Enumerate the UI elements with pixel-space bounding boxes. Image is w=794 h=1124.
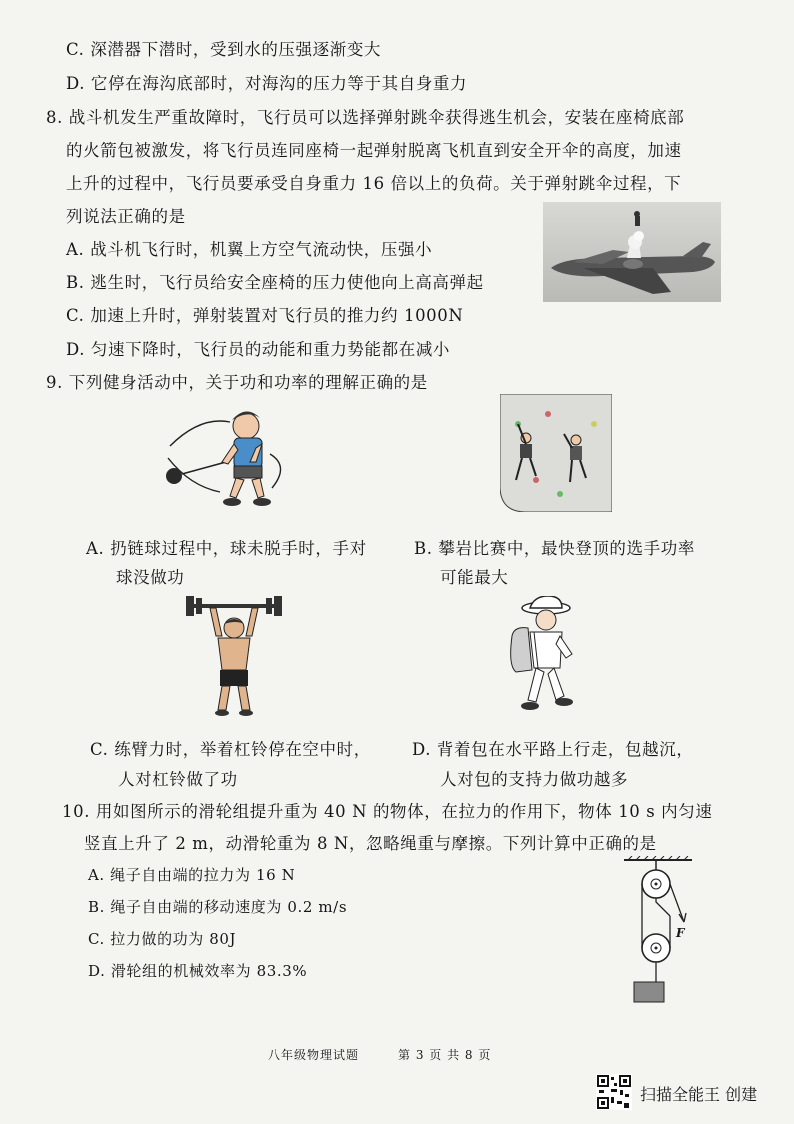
qr-code-icon xyxy=(596,1074,632,1110)
q8-option-a: A. 战斗机飞行时，机翼上方空气流动快，压强小 xyxy=(66,240,433,259)
q8-stem-line-1: 8. 战斗机发生严重故障时，飞行员可以选择弹射跳伞获得逃生机会，安装在座椅底部 xyxy=(46,108,685,127)
q9-stem: 9. 下列健身活动中，关于功和功率的理解正确的是 xyxy=(46,373,428,392)
q10-option-c: C. 拉力做的功为 80J xyxy=(88,930,237,948)
q10-option-a: A. 绳子自由端的拉力为 16 N xyxy=(88,866,296,884)
weightlifter-figure xyxy=(182,596,286,718)
q8-stem-line-3: 上升的过程中，飞行员要承受自身重力 16 倍以上的负荷。关于弹射跳伞过程，下 xyxy=(66,174,682,193)
q7-option-c: C. 深潜器下潜时，受到水的压强逐渐变大 xyxy=(66,40,382,59)
q9-option-b-line-2: 可能最大 xyxy=(440,568,509,587)
q8-option-b: B. 逃生时，飞行员给安全座椅的压力使他向上高高弹起 xyxy=(66,273,484,292)
q9-option-d-line-2: 人对包的支持力做功越多 xyxy=(440,770,629,789)
q10-stem-line-1: 10. 用如图所示的滑轮组提升重为 40 N 的物体，在拉力的作用下，物体 10 s 内匀速 xyxy=(62,802,713,821)
q9-option-d-line-1: D. 背着包在水平路上行走，包越沉， xyxy=(412,740,694,759)
q10-stem-line-2: 竖直上升了 2 m，动滑轮重为 8 N，忽略绳重与摩擦。下列计算中正确的是 xyxy=(84,834,657,853)
rock-climbing-figure xyxy=(500,394,612,512)
pulley-system-diagram xyxy=(616,856,702,1006)
q9-option-a-line-2: 球没做功 xyxy=(116,568,185,587)
q9-option-c-line-1: C. 练臂力时，举着杠铃停在空中时， xyxy=(90,740,371,759)
ejection-photo xyxy=(543,202,721,302)
scanner-watermark: 扫描全能王 创建 xyxy=(640,1085,758,1104)
footer-page-number: 第 3 页 共 8 页 xyxy=(398,1048,492,1062)
q8-stem-line-4: 列说法正确的是 xyxy=(66,207,186,226)
hammer-throw-figure xyxy=(160,396,300,514)
q9-option-a-line-1: A. 扔链球过程中，球未脱手时，手对 xyxy=(86,539,367,558)
q8-stem-line-2: 的火箭包被激发，将飞行员连同座椅一起弹射脱离飞机直到安全开伞的高度，加速 xyxy=(66,141,682,160)
footer-subject: 八年级物理试题 xyxy=(268,1048,360,1062)
q10-option-b: B. 绳子自由端的移动速度为 0.2 m/s xyxy=(88,898,348,916)
hiker-figure xyxy=(494,596,586,720)
force-label: F xyxy=(676,926,685,940)
q7-option-d: D. 它停在海沟底部时，对海沟的压力等于其自身重力 xyxy=(66,74,468,93)
q9-option-c-line-2: 人对杠铃做了功 xyxy=(118,770,238,789)
q8-option-d: D. 匀速下降时，飞行员的动能和重力势能都在减小 xyxy=(66,340,451,359)
q9-option-b-line-1: B. 攀岩比赛中，最快登顶的选手功率 xyxy=(414,539,695,558)
q10-option-d: D. 滑轮组的机械效率为 83.3% xyxy=(88,962,308,980)
q8-option-c: C. 加速上升时，弹射装置对飞行员的推力约 1000N xyxy=(66,306,464,325)
